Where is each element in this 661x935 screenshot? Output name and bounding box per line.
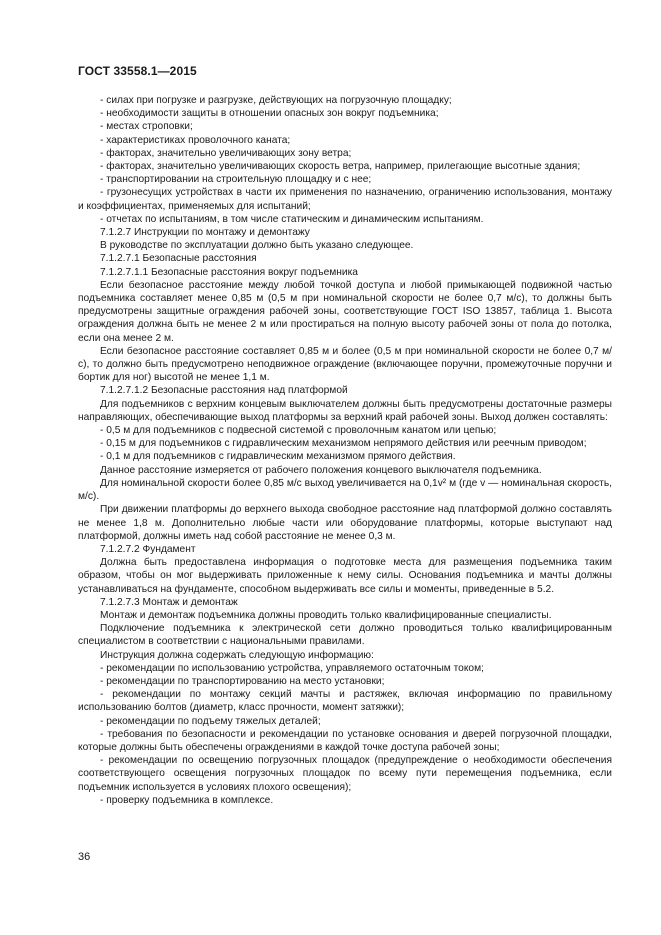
- list-item: - рекомендации по освещению погрузочных площадок (предупреждение о необходимости обеспечения соответствующего освещения погрузочных площадок по всему пути перемещения подъемника, если подъемник используется в условиях плохого освещения);: [78, 755, 612, 793]
- section-heading: 7.1.2.7.1 Безопасные расстояния: [100, 253, 257, 265]
- list-item: - рекомендации по подъему тяжелых деталей;: [100, 715, 321, 727]
- list-item: - характеристиках проволочного каната;: [100, 134, 291, 146]
- paragraph: Для подъемников с верхним концевым выключателем должны быть предусмотрены достаточные размеры направляющих, обеспечивающие выход платформы за верхний край рабочей зоны. Выход должен составлять:: [78, 398, 612, 423]
- list-item: - местах строповки;: [100, 121, 193, 133]
- list-item: - рекомендации по транспортированию на место установки;: [100, 675, 385, 687]
- list-item: - рекомендации по использованию устройства, управляемого остаточным током;: [100, 662, 484, 674]
- list-item: - рекомендации по монтажу секций мачты и растяжек, включая информацию по правильному использованию болтов (диаметр, класс прочности, момент затяжки);: [78, 689, 612, 714]
- paragraph: В руководстве по эксплуатации должно быть указано следующее.: [100, 240, 414, 252]
- document-header: ГОСТ 33558.1—2015: [78, 64, 197, 78]
- list-item: - грузонесущих устройствах в части их применения по назначению, ограничению использования, монтажу и коэффициентах, применяемых для испытаний;: [78, 187, 612, 212]
- list-item: - 0,1 м для подъемников с гидравлическим механизмом прямого действия.: [100, 451, 456, 463]
- list-item: - проверку подъемника в комплексе.: [100, 794, 274, 806]
- list-item: - требования по безопасности и рекомендации по установке основания и дверей погрузочной площадки, которые должны быть обеспечены ограждениями в каждой точке доступа рабочей зоны;: [78, 728, 612, 753]
- document-body: [78, 94, 612, 807]
- paragraph: Должна быть предоставлена информация о подготовке места для размещения подъемника таким образом, чтобы он мог выдерживать приложенные к нему силы. Основания подъемника и мачты должны устанавливаться на фундаменте, способном выдерживать все силы и моменты, приведенные в 5.2.: [78, 557, 612, 595]
- list-item: - 0,15 м для подъемников с гидравлическим механизмом непрямого действия или реечным приводом;: [100, 438, 587, 450]
- paragraph: Если безопасное расстояние между любой точкой доступа и любой примыкающей подвижной частью подъемника составляет менее 0,85 м (0,5 м при номинальной скорости не более 0,7 м/с), то должны быть предусмотрены защитные ограждения рабочей зоны, соответствующие ГОСТ ISO 13857, таблица 1. Высота ограждения должна быть не менее 2 м или простираться на полную высоту рабочей зоны от пола до потолка, если она менее 2 м.: [78, 279, 612, 344]
- section-heading: 7.1.2.7.1.2 Безопасные расстояния над платформой: [100, 385, 348, 397]
- paragraph: Для номинальной скорости более 0,85 м/с выход увеличивается на 0,1v² м (где v — номинальная скорость, м/с).: [78, 477, 612, 503]
- paragraph: Данное расстояние измеряется от рабочего положения концевого выключателя подъемника.: [100, 464, 542, 476]
- paragraph: Подключение подъемника к электрической сети должно проводиться только квалифицированным специалистом в соответствии с национальными правилами.: [78, 623, 612, 648]
- list-item: - необходимости защиты в отношении опасных зон вокруг подъемника;: [100, 108, 439, 120]
- list-item: - факторах, значительно увеличивающих скорость ветра, например, прилегающие высотные здания;: [100, 161, 581, 173]
- list-item: - отчетах по испытаниям, в том числе статическим и динамическим испытаниям.: [100, 213, 484, 225]
- section-heading: 7.1.2.7.3 Монтаж и демонтаж: [100, 596, 238, 608]
- page-number: 36: [78, 851, 91, 863]
- paragraph: Монтаж и демонтаж подъемника должны проводить только квалифицированные специалисты.: [100, 609, 552, 621]
- paragraph: Инструкция должна содержать следующую информацию:: [100, 649, 374, 661]
- paragraph: При движении платформы до верхнего выхода свободное расстояние над платформой должно составлять не менее 1,8 м. Дополнительно любые части или оборудование платформы, которые выступают над платформой, должны иметь над собой расстояние не менее 0,3 м.: [78, 504, 612, 542]
- section-heading: 7.1.2.7.2 Фундамент: [100, 543, 196, 555]
- section-heading: 7.1.2.7.1.1 Безопасные расстояния вокруг подъемника: [100, 266, 358, 278]
- paragraph: Если безопасное расстояние составляет 0,85 м и более (0,5 м при номинальной скорости не более 0,7 м/с), то должно быть предусмотрено неподвижное ограждение (включающее поручни, промежуточные поручни и бортик для ног) высотой не менее 1,1 м.: [78, 345, 612, 384]
- list-item: - транспортировании на строительную площадку и с нее;: [100, 174, 372, 186]
- list-item: - факторах, значительно увеличивающих зону ветра;: [100, 147, 352, 159]
- list-item: - силах при погрузке и разгрузке, действующих на погрузочную площадку;: [100, 95, 452, 106]
- section-heading: 7.1.2.7 Инструкции по монтажу и демонтажу: [100, 227, 310, 239]
- list-item: - 0,5 м для подъемников с подвесной системой с проволочным канатом или цепью;: [100, 425, 497, 437]
